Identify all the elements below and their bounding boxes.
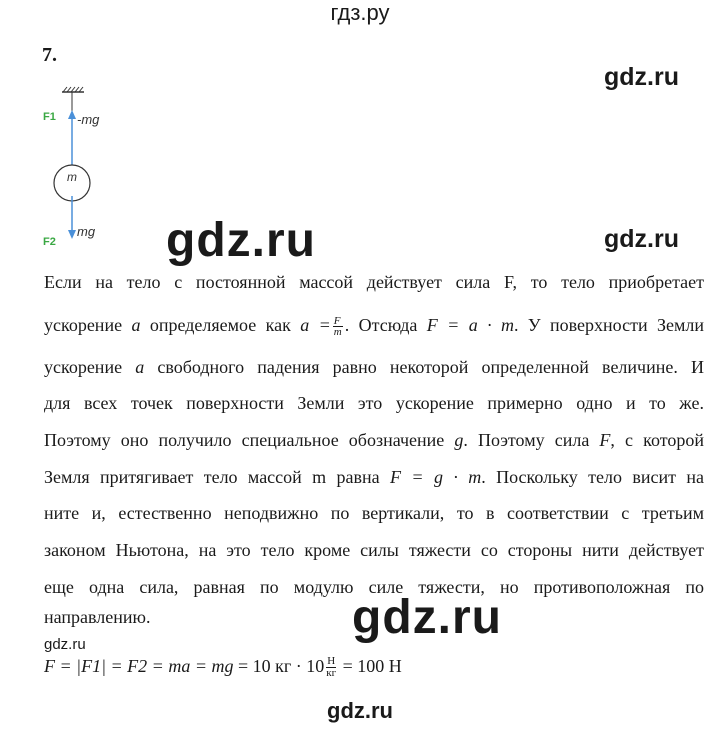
text-fragment: ускорение	[44, 357, 136, 377]
formula-mid: = 10 кг · 10	[233, 656, 325, 676]
unit-fraction	[326, 656, 336, 679]
text-line-7: ните и, естественно неподвижно по вертикали, то в соответствии с третьим	[44, 503, 704, 523]
watermark-right-2: gdz.ru	[604, 225, 679, 253]
unit-numerator: Н	[327, 655, 336, 668]
equation-a-lhs: a =	[300, 315, 331, 335]
var-g: g	[454, 430, 464, 450]
text-line-10: направлению.	[44, 607, 151, 627]
text-fragment: . Поскольку тело висит на	[481, 467, 705, 487]
text-line-6	[44, 463, 704, 491]
text-fragment: . Отсюда	[344, 315, 427, 335]
text-fragment: . Поэтому сила	[463, 430, 600, 450]
label-f2: F2	[43, 236, 56, 248]
force-diagram	[30, 82, 170, 252]
formula-rhs: = 100 Н	[338, 656, 402, 676]
label-mg: mg	[77, 224, 96, 239]
text-line-5	[44, 426, 704, 454]
text-fragment: Земля притягивает тело массой m равна	[44, 467, 391, 487]
text-line-1: Если на тело с постоянной массой действует сила F, то тело приобретает	[44, 272, 704, 292]
final-formula	[44, 653, 402, 679]
text-fragment: Поэтому оно получило специальное обозначение	[44, 430, 455, 450]
fraction-numerator: F	[333, 316, 343, 327]
label-minus-mg: -mg	[77, 112, 100, 127]
formula-lhs: F = |F1| = F2 = ma = mg	[44, 656, 234, 676]
ceiling-support	[62, 87, 84, 92]
unit-denominator: кг	[326, 667, 337, 680]
label-f1: F1	[43, 111, 56, 123]
var-f: F	[599, 430, 611, 450]
watermark-top: гдз.ру	[330, 0, 390, 25]
label-mass: m	[67, 170, 77, 184]
fraction-f-over-m	[333, 316, 343, 337]
text-fragment: , с которой	[610, 430, 704, 450]
watermark-right-1: gdz.ru	[604, 63, 679, 91]
task-number: 7.	[42, 44, 57, 66]
text-fragment: ускорение	[44, 315, 132, 335]
text-line-3	[44, 353, 704, 381]
text-fragment: . У поверхности Земли	[513, 315, 704, 335]
equation-f-gm: F = g · m	[390, 467, 482, 487]
watermark-big-2: gdz.ru	[352, 591, 502, 644]
text-fragment: свободного падения равно некоторой определенной величине. И	[144, 357, 704, 377]
equation-f-am: F = a · m	[426, 315, 514, 335]
arrow-f2	[68, 196, 76, 239]
watermark-small: gdz.ru	[44, 636, 86, 653]
arrow-f1	[68, 110, 76, 170]
watermark-bottom: gdz.ru	[327, 698, 393, 723]
text-line-9: еще одна сила, равная по модулю силе тяжести, но противоположная по	[44, 577, 704, 597]
var-a: a	[131, 315, 141, 335]
var-a: a	[135, 357, 145, 377]
fraction-denominator: m	[333, 326, 342, 339]
text-line-8: законом Ньютона, на это тело кроме силы тяжести со стороны нити действует	[44, 540, 704, 560]
text-line-2	[44, 311, 704, 339]
text-line-4: для всех точек поверхности Земли это ускорение примерно одно и то же.	[44, 393, 704, 413]
text-fragment: определяемое как	[140, 315, 301, 335]
watermark-big-1: gdz.ru	[166, 214, 316, 267]
